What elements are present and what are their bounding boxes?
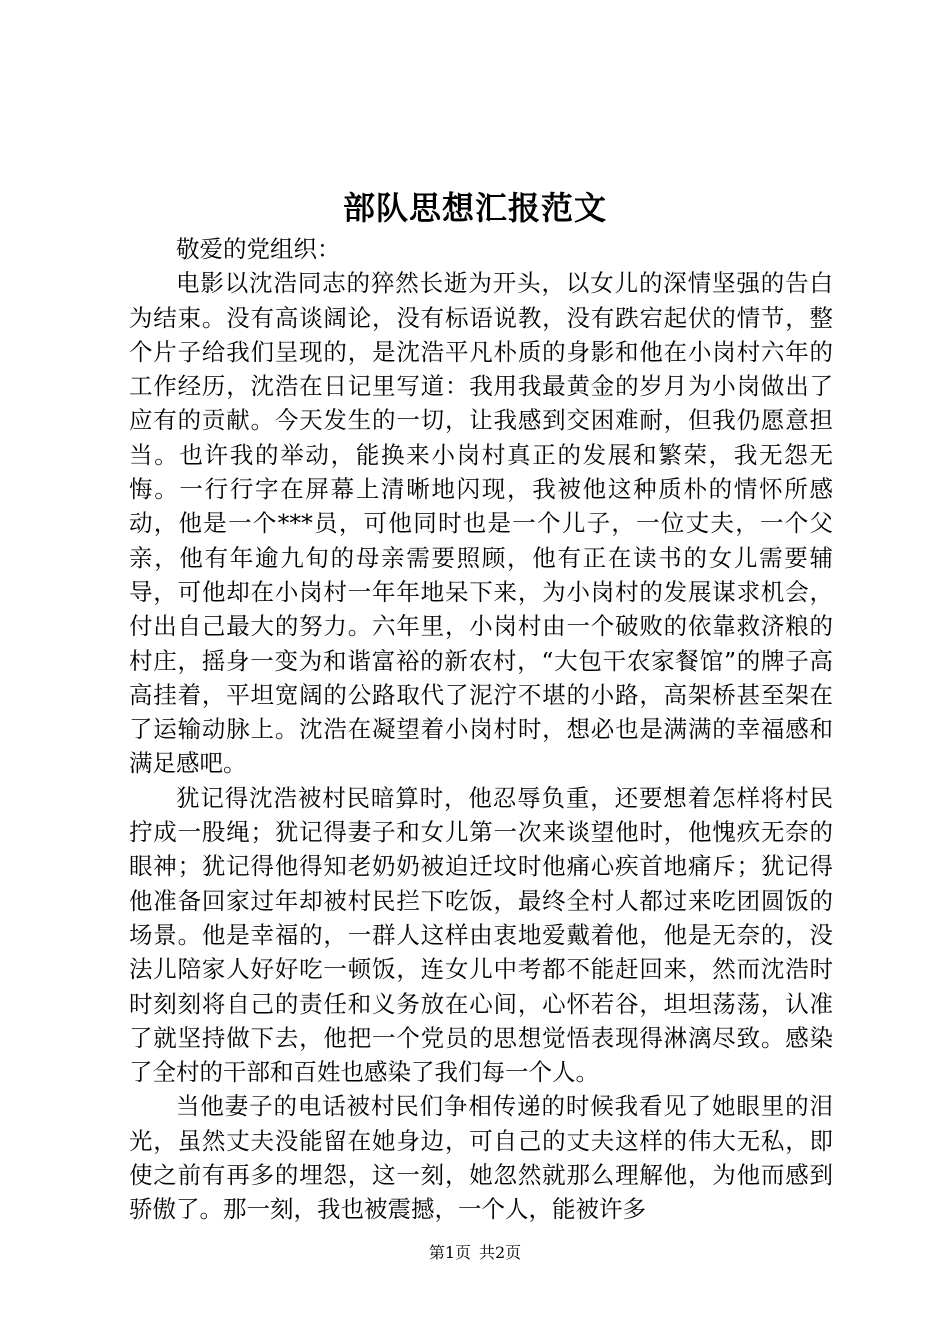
document-title: 部队思想汇报范文 — [342, 189, 607, 227]
salutation: 敬爱的党组织： — [176, 235, 341, 263]
paragraph-2: 犹记得沈浩被村民暗算时，他忍辱负重，还要想着怎样将村民拧成一股绳；犹记得妻子和女儿第一次来谈望他时，他愧疚无奈的眼神；犹记得他得知老奶奶被迫迁坟时他痛心疾首地痛斥；犹记得他准备回家过年却被村民拦下吃饭，最终全村人都过来吃团圆饭的场景。他是幸福的，一群人这样由衷地爱戴着他，他是无奈的，没法儿陪家人好好吃一顿饭，连女儿中考都不能赶回来，然而沈浩时时刻刻将自己的责任和义务放在心间，心怀若谷，坦坦荡荡，认准了就坚持做下去，他把一个党员的思想觉悟表现得淋漓尽致。感染了全村的干部和百姓也感染了我们每一个人。 — [129, 783, 833, 1087]
page-number: 第1页 — [428, 1243, 471, 1262]
paragraph-1: 电影以沈浩同志的猝然长逝为开头，以女儿的深情坚强的告白为结束。没有高谈阔论，没有标语说教，没有跌宕起伏的情节，整个片子给我们呈现的，是沈浩平凡朴质的身影和他在小岗村六年的工作经历，沈浩在日记里写道：我用我最黄金的岁月为小岗做出了应有的贡献。今天发生的一切，让我感到交困难耐，但我仍愿意担当。也许我的举动，能换来小岗村真正的发展和繁荣，我无怨无悔。一行行字在屏幕上清晰地闪现，我被他这种质朴的情怀所感动，他是一个***员，可他同时也是一个儿子，一位丈夫，一个父亲，他有年逾九旬的母亲需要照顾，他有正在读书的女儿需要辅导，可他却在小岗村一年年地呆下来，为小岗村的发展谋求机会，付出自己最大的努力。六年里，小岗村由一个破败的依靠救济粮的村庄，摇身一变为和谐富裕的新农村，“大包干农家餐馆”的牌子高高挂着，平坦宽阔的公路取代了泥泞不堪的小路，高架桥甚至架在了运输动脉上。沈浩在凝望着小岗村时，想必也是满满的幸福感和满足感吧。 — [129, 269, 833, 778]
page-footer — [0, 1242, 950, 1264]
document-body — [129, 232, 833, 1227]
page-total: 共2页 — [479, 1243, 522, 1262]
paragraph-3: 当他妻子的电话被村民们争相传递的时候我看见了她眼里的泪光，虽然丈夫没能留在她身边，可自己的丈夫这样的伟大无私，即使之前有再多的埋怨，这一刻，她忽然就那么理解他，为他而感到骄傲了。那一刻，我也被震撼，一个人，能被许多 — [129, 1092, 833, 1224]
